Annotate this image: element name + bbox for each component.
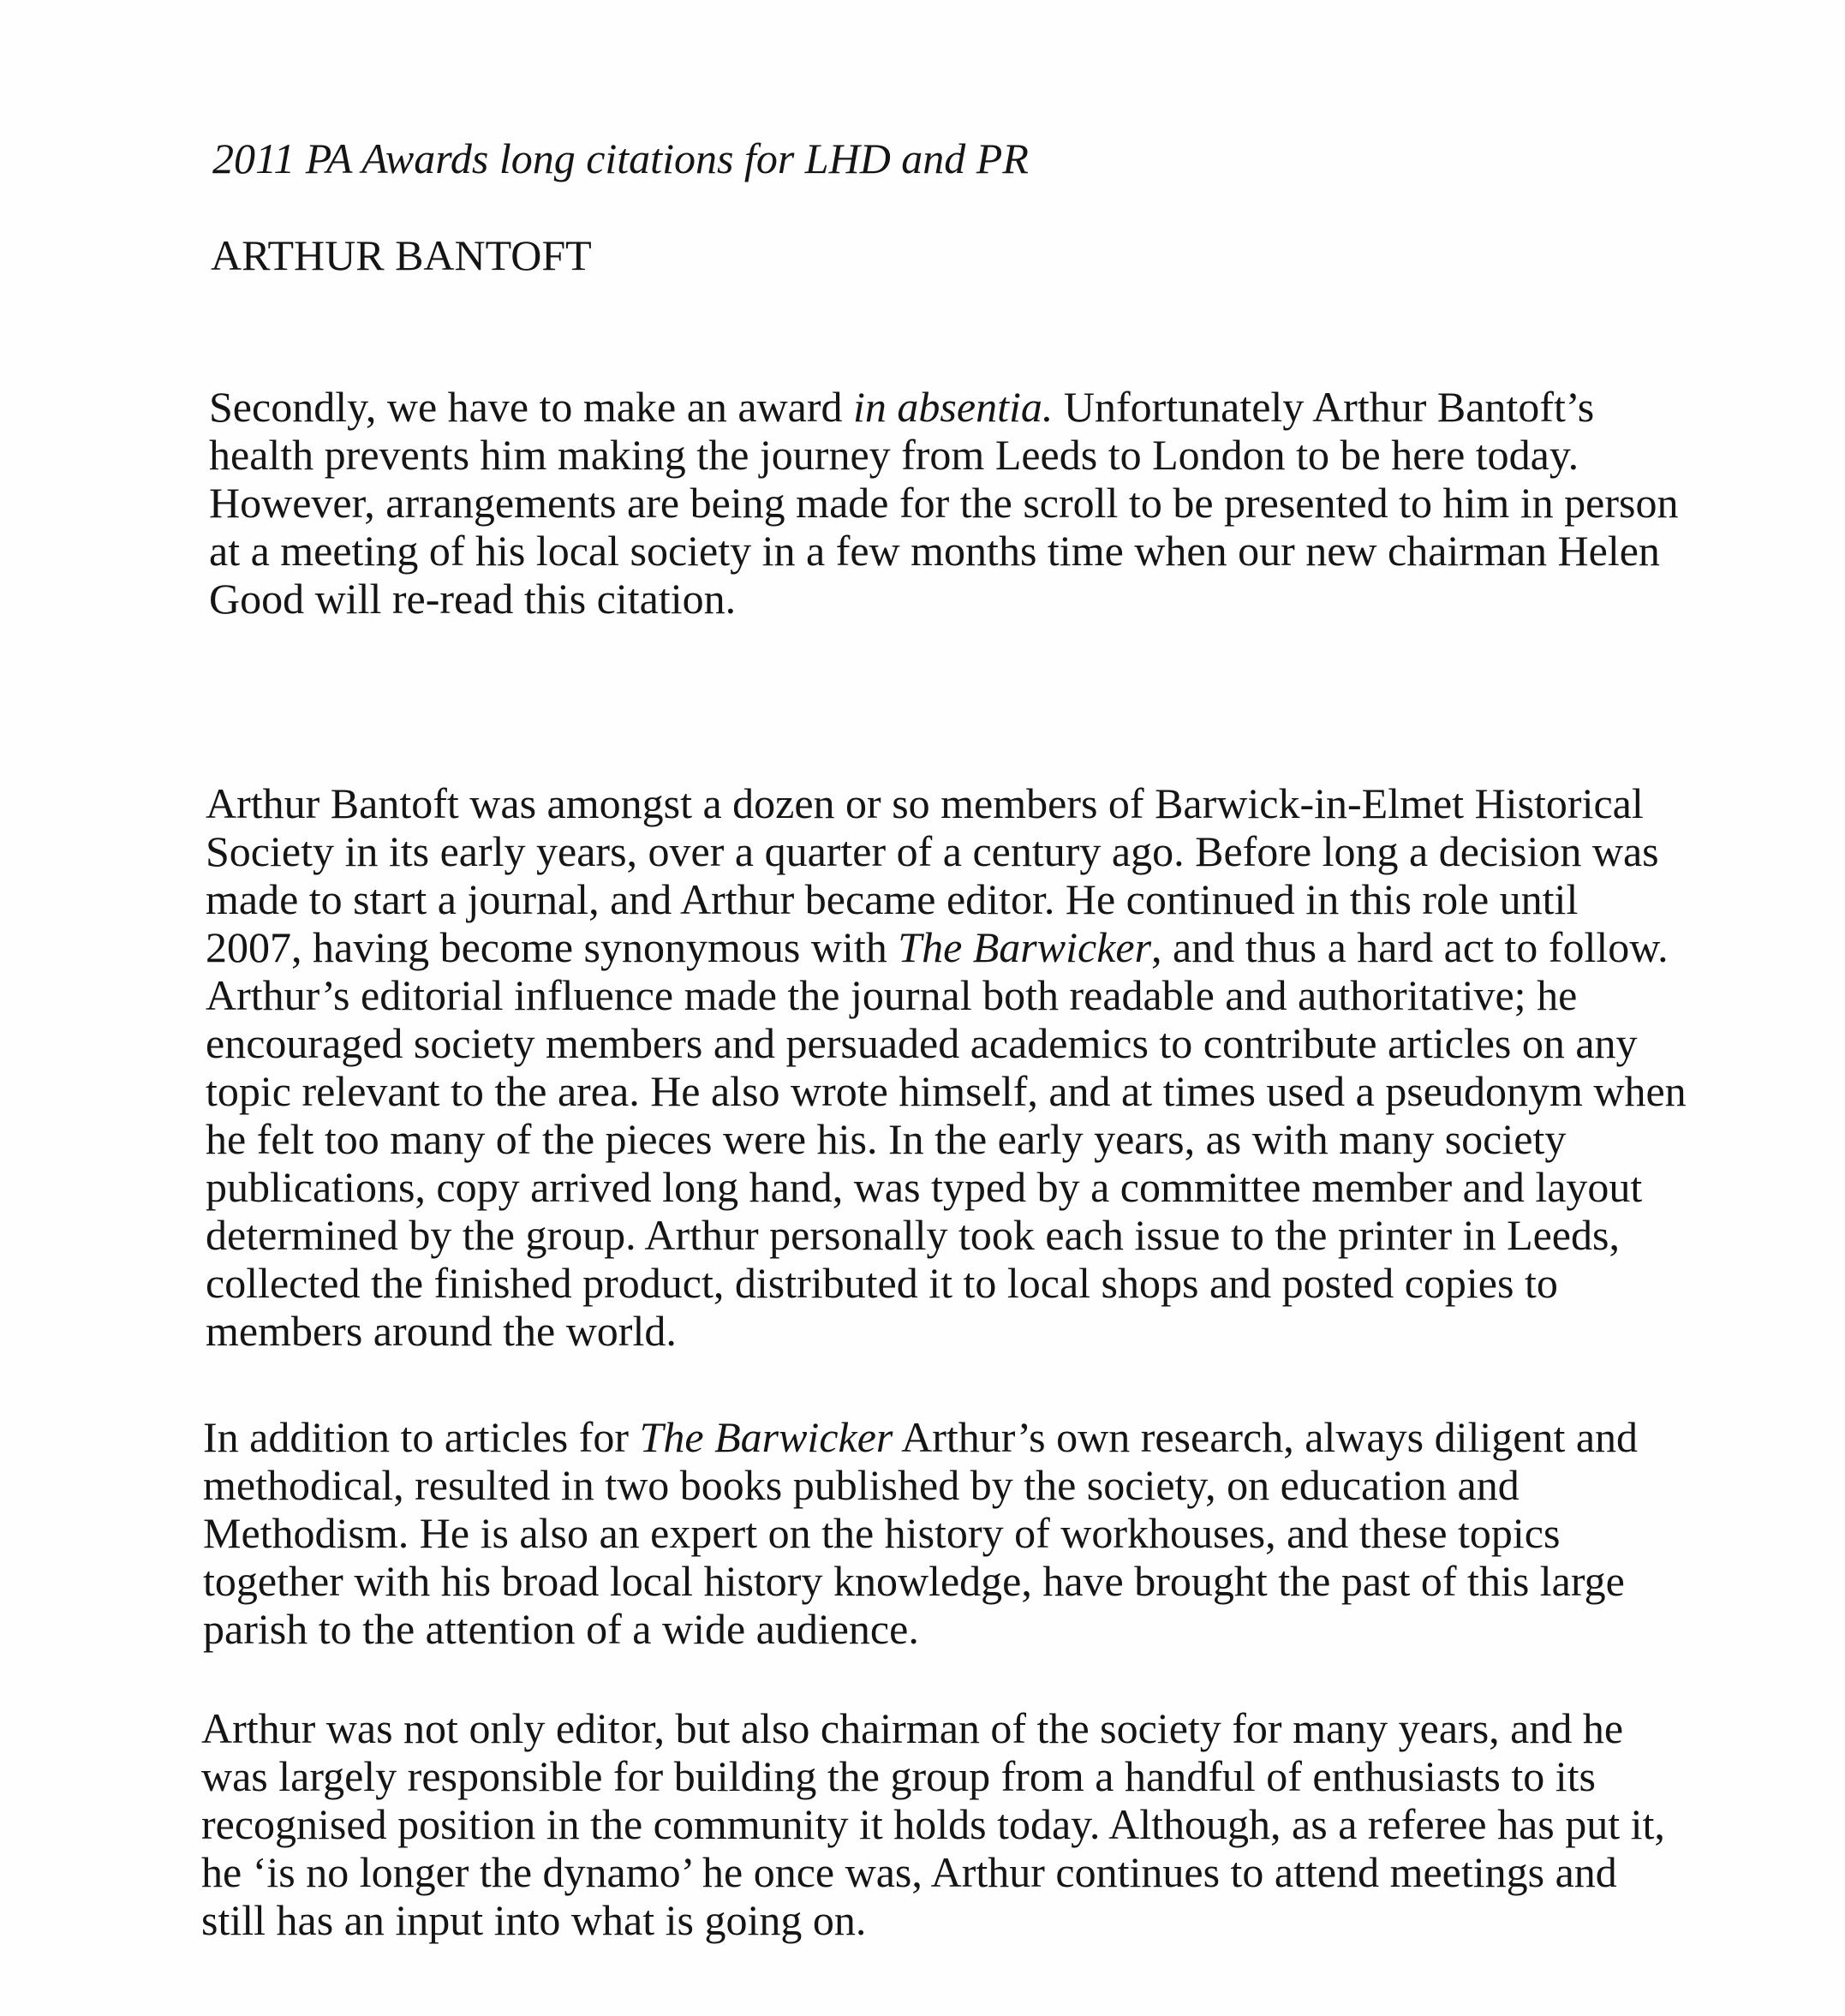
text-run: he ‘is no longer the dynamo’ he once was, Arthur continues to attend meetings and	[201, 1848, 1617, 1896]
text-line	[206, 1259, 1687, 1307]
text-run: However, arrangements are being made for the scroll to be presented to him in person	[209, 479, 1679, 527]
text-line	[201, 1752, 1665, 1800]
document-heading: 2011 PA Awards long citations for LHD and PR	[212, 134, 1029, 182]
text-line	[206, 923, 1687, 971]
text-line	[203, 1461, 1638, 1509]
text-run: Methodism. He is also an expert on the history of workhouses, and these topics	[203, 1509, 1561, 1557]
text-run: made to start a journal, and Arthur became editor. He continued in this role until	[206, 875, 1579, 923]
text-line	[206, 1307, 1687, 1355]
text-run: Secondly, we have to make an award	[209, 383, 854, 431]
text-line	[203, 1413, 1638, 1461]
italic-text: in absentia.	[853, 383, 1054, 431]
text-line	[203, 1509, 1638, 1557]
text-run: Arthur’s own research, always diligent and	[893, 1413, 1639, 1461]
text-run: Society in its early years, over a quarter of a century ago. Before long a decision was	[206, 827, 1659, 875]
text-run: health prevents him making the journey from Leeds to London to be here today.	[209, 431, 1579, 479]
text-run: was largely responsible for building the group from a handful of enthusiasts to its	[201, 1752, 1596, 1800]
text-line	[206, 1115, 1687, 1163]
text-run: Arthur’s editorial influence made the journal both readable and authoritative; he	[206, 971, 1578, 1019]
paragraph-research	[203, 1413, 1638, 1653]
text-line	[206, 779, 1687, 827]
text-line	[206, 971, 1687, 1019]
text-line	[209, 479, 1678, 527]
text-line	[209, 527, 1678, 575]
text-run: Unfortunately Arthur Bantoft’s	[1053, 383, 1595, 431]
text-run: he felt too many of the pieces were his. In the early years, as with many society	[206, 1115, 1567, 1163]
text-line	[206, 1019, 1687, 1067]
text-line	[206, 1067, 1687, 1115]
text-line	[206, 1163, 1687, 1211]
text-line	[206, 875, 1687, 923]
paragraph-intro	[209, 383, 1678, 623]
text-line	[209, 431, 1678, 479]
text-run: recognised position in the community it holds today. Although, as a referee has put it,	[201, 1800, 1665, 1848]
text-line	[206, 827, 1687, 875]
paragraph-editorship	[206, 779, 1687, 1355]
text-line	[201, 1800, 1665, 1848]
text-run: together with his broad local history knowledge, have brought the past of this large	[203, 1557, 1625, 1605]
text-line	[203, 1557, 1638, 1605]
text-run: parish to the attention of a wide audience.	[203, 1605, 919, 1653]
text-line	[203, 1605, 1638, 1653]
text-run: topic relevant to the area. He also wrote himself, and at times used a pseudonym when	[206, 1067, 1687, 1115]
text-run: Good will re-read this citation.	[209, 575, 737, 623]
awardee-name: ARTHUR BANTOFT	[211, 231, 592, 279]
text-run: In addition to articles for	[203, 1413, 640, 1461]
text-run: 2007, having become synonymous with	[206, 923, 899, 971]
text-run: determined by the group. Arthur personally took each issue to the printer in Leeds,	[206, 1211, 1620, 1259]
text-line	[209, 383, 1678, 431]
text-run: methodical, resulted in two books published by the society, on education and	[203, 1461, 1520, 1509]
text-line	[201, 1704, 1665, 1752]
text-run: members around the world.	[206, 1307, 677, 1355]
italic-text: The Barwicker	[639, 1413, 893, 1461]
text-run: at a meeting of his local society in a few months time when our new chairman Helen	[209, 527, 1660, 575]
text-line	[209, 575, 1678, 623]
paragraph-chairmanship	[201, 1704, 1665, 1944]
text-line	[201, 1896, 1665, 1944]
text-run: publications, copy arrived long hand, was typed by a committee member and layout	[206, 1163, 1643, 1211]
text-run: still has an input into what is going on.	[201, 1896, 867, 1944]
text-line	[201, 1848, 1665, 1896]
text-run: , and thus a hard act to follow.	[1151, 923, 1669, 971]
italic-text: The Barwicker	[898, 923, 1152, 971]
text-run: Arthur was not only editor, but also chairman of the society for many years, and he	[201, 1704, 1624, 1752]
text-run: collected the finished product, distributed it to local shops and posted copies to	[206, 1259, 1558, 1307]
text-line	[206, 1211, 1687, 1259]
text-run: Arthur Bantoft was amongst a dozen or so members of Barwick-in-Elmet Historical	[206, 779, 1644, 827]
text-run: encouraged society members and persuaded academics to contribute articles on any	[206, 1019, 1638, 1067]
